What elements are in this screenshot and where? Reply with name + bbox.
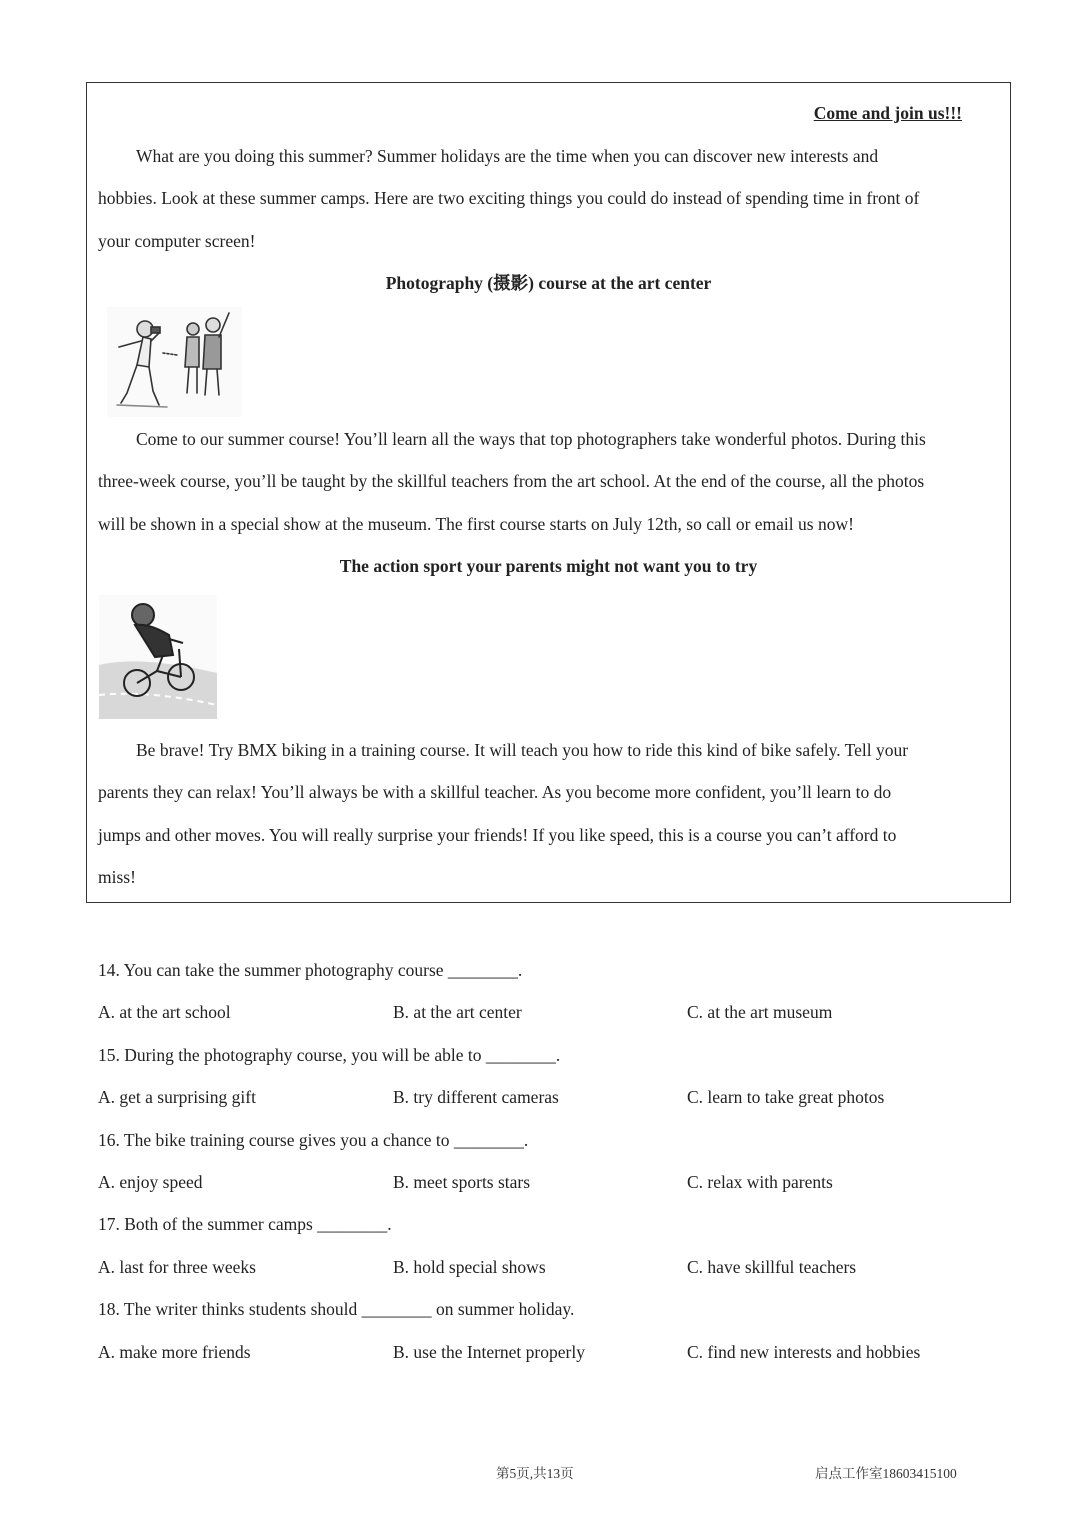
q14-option-c: C. at the art museum	[687, 1002, 833, 1022]
section1-line: three-week course, you’ll be taught by the skillful teachers from the art school. At the end of the course, all the photos	[98, 471, 925, 491]
question-17: 17. Both of the summer camps ________.	[98, 1214, 392, 1234]
section2-line: parents they can relax! You’ll always be with a skillful teacher. As you become more confident, you’ll learn to do	[98, 782, 892, 802]
studio-contact: 启点工作室18603415100	[815, 1466, 957, 1481]
photographer-illustration	[107, 307, 242, 417]
passage-title: Come and join us!!!	[813, 103, 962, 123]
question-18: 18. The writer thinks students should ________ on summer holiday.	[98, 1299, 575, 1319]
q15-option-b: B. try different cameras	[393, 1087, 559, 1107]
intro-line: What are you doing this summer? Summer holidays are the time when you can discover new interests and	[136, 146, 879, 166]
page-number: 第5页,共13页	[496, 1466, 574, 1481]
section2-heading: The action sport your parents might not want you to try	[339, 556, 758, 576]
q16-option-b: B. meet sports stars	[393, 1172, 531, 1192]
q18-option-a: A. make more friends	[98, 1342, 251, 1362]
intro-line: hobbies. Look at these summer camps. Here are two exciting things you could do instead of spending time in front of	[98, 188, 920, 208]
q16-option-a: A. enjoy speed	[98, 1172, 203, 1192]
q16-option-c: C. relax with parents	[687, 1172, 833, 1192]
q18-option-b: B. use the Internet properly	[393, 1342, 585, 1362]
passage-box	[86, 82, 1011, 903]
q14-option-b: B. at the art center	[393, 1002, 522, 1022]
q14-option-a: A. at the art school	[98, 1002, 231, 1022]
section2-line: miss!	[98, 867, 136, 887]
section1-line: will be shown in a special show at the museum. The first course starts on July 12th, so call or email us now!	[98, 514, 854, 534]
q17-option-b: B. hold special shows	[393, 1257, 546, 1277]
q15-option-c: C. learn to take great photos	[687, 1087, 885, 1107]
question-14: 14. You can take the summer photography course ________.	[98, 960, 523, 980]
section2-line: Be brave! Try BMX biking in a training course. It will teach you how to ride this kind of bike safely. Tell your	[136, 740, 909, 760]
question-15: 15. During the photography course, you will be able to ________.	[98, 1045, 561, 1065]
q17-option-a: A. last for three weeks	[98, 1257, 256, 1277]
bmx-rider-illustration	[99, 595, 217, 719]
section1-line: Come to our summer course! You’ll learn all the ways that top photographers take wonderful photos. During this	[136, 429, 926, 449]
q15-option-a: A. get a surprising gift	[98, 1087, 256, 1107]
q17-option-c: C. have skillful teachers	[687, 1257, 857, 1277]
section2-line: jumps and other moves. You will really surprise your friends! If you like speed, this is a course you can’t afford to	[98, 825, 897, 845]
question-16: 16. The bike training course gives you a chance to ________.	[98, 1130, 529, 1150]
q18-option-c: C. find new interests and hobbies	[687, 1342, 921, 1362]
section1-heading: Photography (摄影) course at the art center	[385, 273, 712, 293]
intro-line: your computer screen!	[98, 231, 256, 251]
